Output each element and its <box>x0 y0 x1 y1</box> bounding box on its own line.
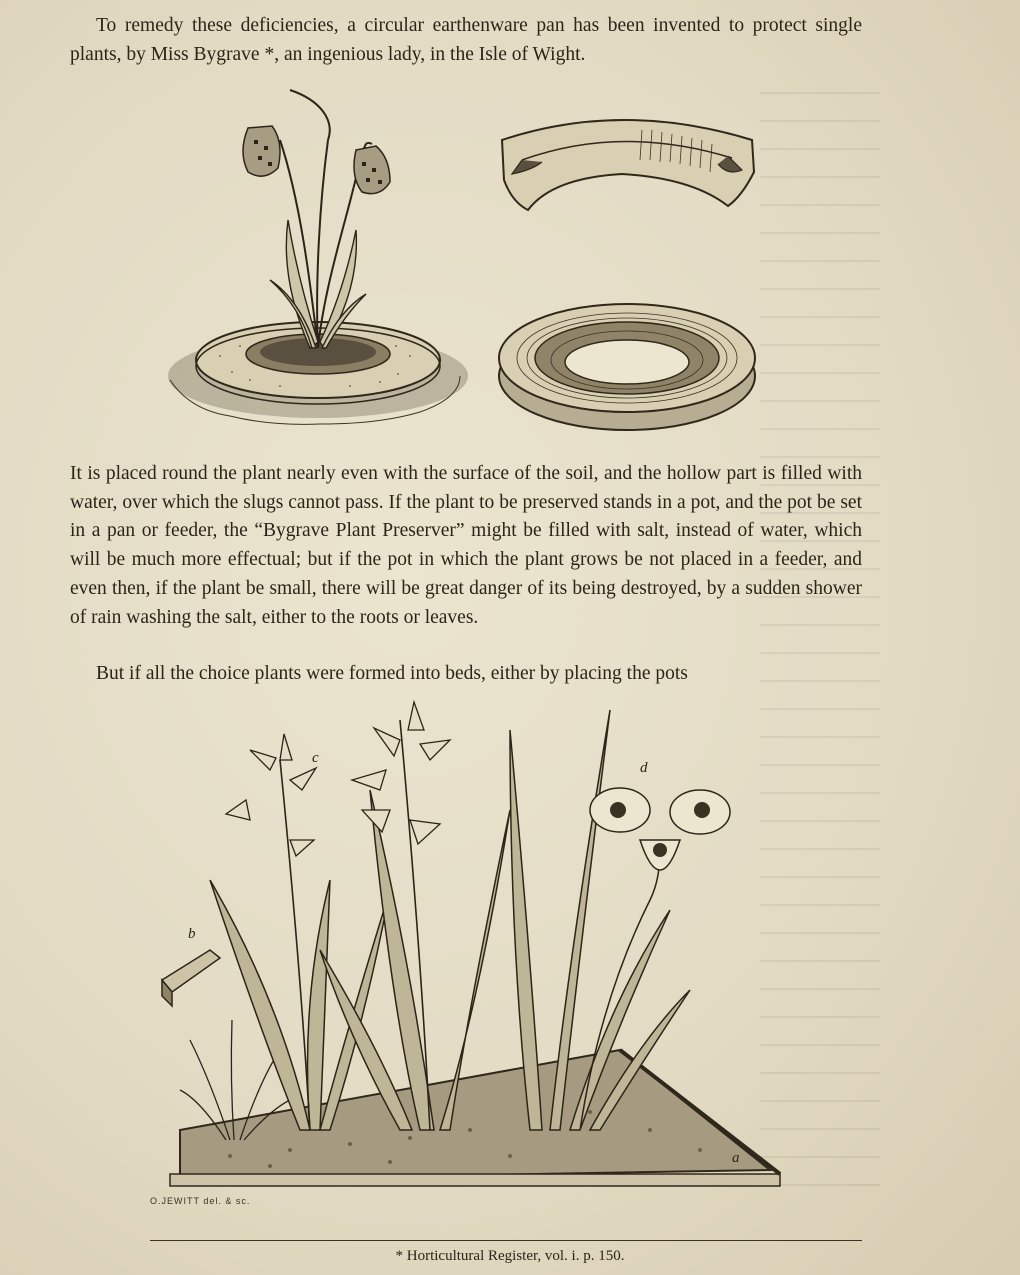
preserver-cross-section-illustration <box>492 100 762 220</box>
plant-bed-illustration <box>150 700 800 1210</box>
footnote-rule <box>150 1240 862 1241</box>
figure-label-a: a <box>732 1150 740 1166</box>
figure-label-d: d <box>640 760 648 776</box>
figure-label-c: c <box>312 750 319 766</box>
paragraph-intro: To remedy these deficiencies, a circular earthenware pan has been invented to protect single plants, by Miss Bygrave *, an ingenious lady, in the Isle of Wight. <box>70 15 862 65</box>
paragraph-description: It is placed round the plant nearly even with the surface of the soil, and the hollow part is filled with water, over which the slugs cannot pass. If the plant to be preserved stands in a pot, and the pot be set in a pan or feeder, the “Bygrave Plant Preserver” might be filled with salt, instead of water, which will be much more effectual; but if the pot in which the plant grows be not placed in a feeder, and even then, if the plant be small, there will be great danger of its being destroyed, by a sudden shower of rain washing the salt, either to the roots or leaves. <box>70 463 862 628</box>
ring-pan-illustration <box>492 278 762 438</box>
footnote: * Horticultural Register, vol. i. p. 150. <box>395 1248 625 1264</box>
plant-in-preserver-illustration <box>160 80 480 450</box>
engraver-signature: O.JEWITT del. & sc. <box>150 1196 251 1206</box>
figure-label-b: b <box>188 926 196 942</box>
paragraph-continued: But if all the choice plants were formed into beds, either by placing the pots <box>96 663 688 684</box>
